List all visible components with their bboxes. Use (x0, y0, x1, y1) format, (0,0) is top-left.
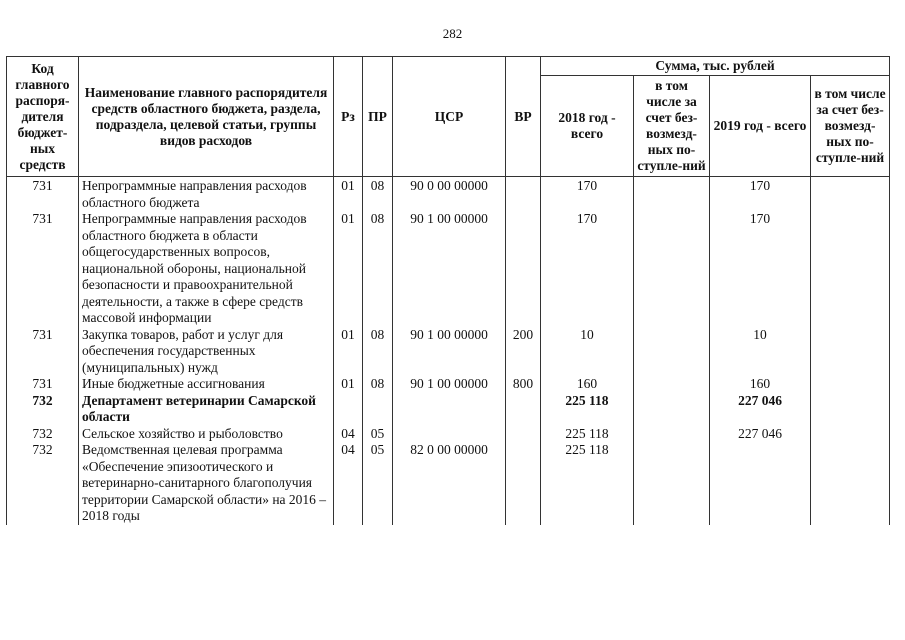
cell-name: Сельское хозяйство и рыболовство (79, 426, 334, 443)
cell-vr: 800 (506, 376, 541, 393)
header-name: Наименование главного распорядителя средств областного бюджета, раздела, подраздела, целевой статьи, группы видов расходов (79, 57, 334, 177)
cell-pr: 08 (363, 376, 393, 393)
cell-2018-free (634, 376, 710, 393)
cell-2019-total: 10 (710, 327, 811, 377)
cell-2019-free (811, 376, 890, 393)
cell-rz (334, 393, 363, 426)
cell-2018-total: 170 (541, 211, 634, 327)
table-row (7, 426, 890, 443)
cell-vr: 200 (506, 327, 541, 377)
cell-2018-free (634, 426, 710, 443)
cell-vr (506, 211, 541, 327)
cell-2018-total: 170 (541, 177, 634, 212)
header-2019-total: 2019 год - всего (710, 76, 811, 177)
cell-2018-total: 225 118 (541, 442, 634, 525)
cell-2019-total: 170 (710, 177, 811, 212)
cell-name: Непрограммные направления расходов областного бюджета (79, 177, 334, 212)
header-sum: Сумма, тыс. рублей (541, 57, 890, 76)
cell-vr (506, 426, 541, 443)
cell-name: Закупка товаров, работ и услуг для обеспечения государственных (муниципальных) нужд (79, 327, 334, 377)
cell-2019-free (811, 393, 890, 426)
table-row (7, 177, 890, 212)
cell-csr (393, 426, 506, 443)
header-2019-free: в том числе за счет без-возмезд-ных по-ступле-ний (811, 76, 890, 177)
cell-2018-total: 160 (541, 376, 634, 393)
cell-pr: 08 (363, 177, 393, 212)
cell-rz: 04 (334, 426, 363, 443)
cell-2018-total: 10 (541, 327, 634, 377)
table-row (7, 327, 890, 377)
cell-code: 732 (7, 426, 79, 443)
header-csr: ЦСР (393, 57, 506, 177)
cell-2018-free (634, 393, 710, 426)
cell-name: Ведомственная целевая программа «Обеспечение эпизоотического и ветеринарно-санитарного благополучия территории Самарской области» на 2016 –2018 годы (79, 442, 334, 525)
cell-csr (393, 393, 506, 426)
cell-csr: 90 1 00 00000 (393, 376, 506, 393)
cell-csr: 90 1 00 00000 (393, 327, 506, 377)
header-vr: ВР (506, 57, 541, 177)
table-body (7, 177, 890, 525)
table-row (7, 211, 890, 327)
cell-2019-free (811, 177, 890, 212)
header-rz: Рз (334, 57, 363, 177)
cell-2019-total: 227 046 (710, 426, 811, 443)
cell-2019-total (710, 442, 811, 525)
cell-code: 731 (7, 376, 79, 393)
cell-csr: 82 0 00 00000 (393, 442, 506, 525)
cell-2019-free (811, 327, 890, 377)
cell-vr (506, 177, 541, 212)
cell-csr: 90 0 00 00000 (393, 177, 506, 212)
cell-2018-free (634, 442, 710, 525)
cell-vr (506, 442, 541, 525)
cell-2018-free (634, 327, 710, 377)
cell-2019-free (811, 442, 890, 525)
table-row (7, 376, 890, 393)
header-2018-total: 2018 год - всего (541, 76, 634, 177)
cell-name: Департамент ветеринарии Самарской области (79, 393, 334, 426)
cell-rz: 01 (334, 376, 363, 393)
cell-rz: 04 (334, 442, 363, 525)
header-pr: ПР (363, 57, 393, 177)
cell-rz: 01 (334, 327, 363, 377)
cell-2018-free (634, 177, 710, 212)
cell-code: 731 (7, 211, 79, 327)
budget-table (6, 56, 890, 525)
cell-pr: 08 (363, 211, 393, 327)
cell-pr: 05 (363, 426, 393, 443)
cell-2018-free (634, 211, 710, 327)
table-header (7, 57, 890, 177)
cell-rz: 01 (334, 211, 363, 327)
cell-vr (506, 393, 541, 426)
cell-code: 731 (7, 327, 79, 377)
cell-2018-total: 225 118 (541, 393, 634, 426)
cell-code: 731 (7, 177, 79, 212)
cell-name: Непрограммные направления расходов областного бюджета в области общегосударственных вопросов, национальной обороны, национальной безопасности и правоохранительной деятельности, а также в сфере средств массовой информации (79, 211, 334, 327)
cell-2019-total: 170 (710, 211, 811, 327)
cell-code: 732 (7, 442, 79, 525)
header-code: Код главного распоря-дителя бюджет-ных средств (7, 57, 79, 177)
cell-pr: 05 (363, 442, 393, 525)
cell-2019-total: 227 046 (710, 393, 811, 426)
cell-2019-free (811, 211, 890, 327)
cell-pr (363, 393, 393, 426)
cell-rz: 01 (334, 177, 363, 212)
cell-pr: 08 (363, 327, 393, 377)
table-row (7, 393, 890, 426)
cell-2018-total: 225 118 (541, 426, 634, 443)
header-2018-free: в том числе за счет без-возмезд-ных по-ступле-ний (634, 76, 710, 177)
cell-name: Иные бюджетные ассигнования (79, 376, 334, 393)
table-row (7, 442, 890, 525)
cell-2019-free (811, 426, 890, 443)
cell-csr: 90 1 00 00000 (393, 211, 506, 327)
cell-2019-total: 160 (710, 376, 811, 393)
cell-code: 732 (7, 393, 79, 426)
page-number: 282 (442, 26, 463, 41)
